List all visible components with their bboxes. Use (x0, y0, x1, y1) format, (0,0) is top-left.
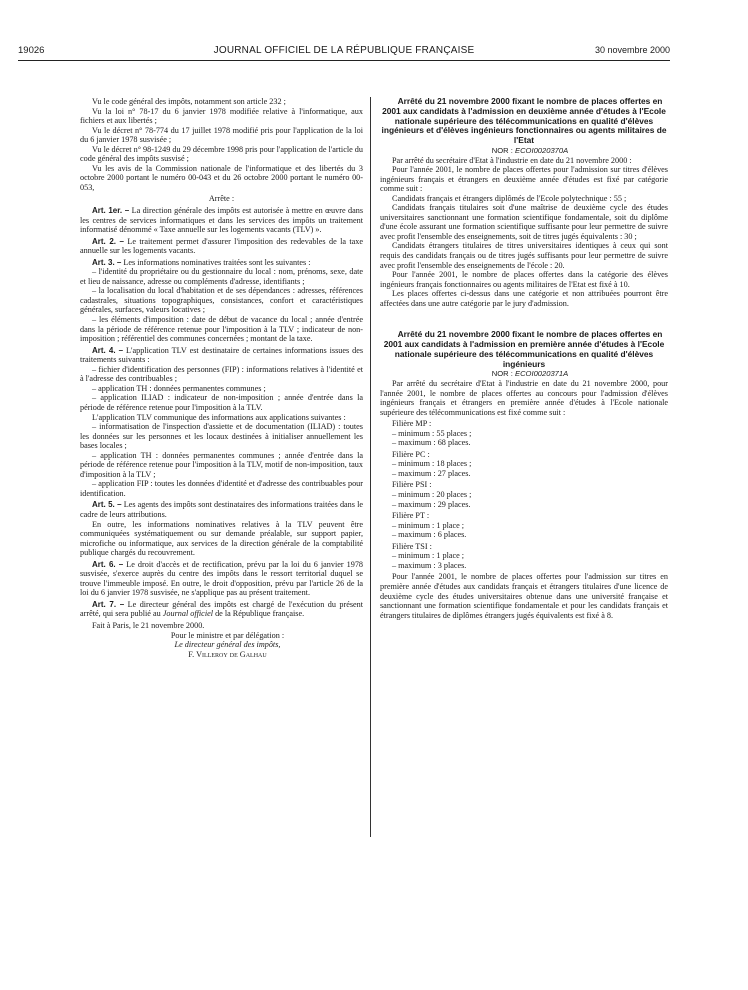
article-text: L'application TLV communique des informations aux applications suivantes : (92, 412, 346, 422)
nor-label: NOR : (491, 145, 515, 155)
article-text: de la République française. (213, 609, 305, 619)
article-text: L'application TLV est destinataire de certaines informations issues des traitements suivants : (80, 345, 364, 365)
list-item: – fichier d'identification des personnes (FIP) : informations relatives à l'identité et à l'adresse des contribuables ; (80, 364, 363, 384)
article-5 (80, 500, 363, 519)
filiere-min: – minimum : 20 places ; (392, 490, 472, 500)
filiere-max: – maximum : 27 places. (392, 468, 471, 478)
signature-title-text: Le directeur général des impôts, (174, 640, 281, 650)
article-label: Art. 4. – (92, 345, 124, 355)
vu-clause: Vu le code général des impôts, notamment son article 232 ; (92, 97, 286, 106)
header-rule (18, 60, 670, 61)
paragraph: Par arrêté du secrétaire d'Etat à l'industrie en date du 21 novembre 2000, pour l'année 2001, le nombre de places offertes au concours pour l'admission d'élèves ingénieurs français et étrangers en première année d'études à l'Ecole nationale supérieure des télécommunications est fixé comme suit : (380, 379, 668, 417)
paragraph: Pour l'année 2001, le nombre de places offertes pour l'admission sur titres en première année d'études aux candidats français et étrangers titulaires d'une licence de deuxième cycle des études universitaires obtenue dans une université française et sanctionnant une formation scientifique fondamentale et pour les candidats français et étrangers titulaires de diplômes étrangers jugés équivalents est fixé à 8. (380, 572, 668, 620)
filiere-max: – maximum : 68 places. (392, 438, 471, 448)
column-divider (370, 97, 371, 837)
section-gap (380, 308, 668, 330)
vu-clause: Vu la loi n° 78-17 du 6 janvier 1978 modifiée relative à l'informatique, aux fichiers et aux libertés ; (80, 106, 363, 126)
paragraph: Les places offertes ci-dessus dans une catégorie et non attribuées pourront être affectées dans une autre catégorie par le jury d'admission. (380, 289, 668, 308)
filiere-max: – maximum : 6 places. (392, 530, 467, 540)
paragraph: Candidats français et étrangers diplômés de l'Ecole polytechnique : 55 ; (392, 193, 627, 203)
article-3 (80, 258, 363, 268)
paragraph: Pour l'année 2001, le nombre de places offertes dans la catégorie des élèves ingénieurs français fonctionnaires ou agents militaires de l'Etat est fixé à 10. (380, 270, 668, 289)
arrete-title: Arrêté du 21 novembre 2000 fixant le nombre de places offertes en 2001 aux candidats à l'admission en deuxième année d'études à l'Ecole nationale supérieure des télécommunications en qualité d'élèves ingénieurs et d'élèves ingénieurs fonctionnaires ou agents militaires de l'Etat (381, 96, 667, 146)
page-number: 19026 (18, 45, 45, 56)
page-header (18, 45, 670, 61)
article-1 (80, 206, 363, 235)
article-4 (80, 346, 363, 365)
filiere-max: – maximum : 29 places. (392, 499, 471, 509)
signature-title (80, 640, 363, 650)
journal-name: Journal officiel (162, 609, 214, 619)
list-item: – application FIP : toutes les données d'identité et d'adresse des contribuables pour identification. (80, 479, 363, 498)
list-item: – application TH : données permanentes communes ; (92, 383, 266, 393)
nor-label: NOR : (491, 369, 515, 379)
filiere-min: – minimum : 18 places ; (392, 459, 472, 469)
paragraph: Pour l'année 2001, le nombre de places offertes pour l'admission sur titres d'élèves ingénieurs français et étrangers en deuxième année d'études est fixé par catégorie comme suit : (380, 165, 668, 194)
list-item: – l'identité du propriétaire ou du gestionnaire du local : nom, prénoms, sexe, date et lieu de naissance, adresse ou compléments d'adresse, identifiants ; (80, 267, 363, 286)
nor-code: ECOI0020371A (515, 369, 569, 379)
article-text: La direction générale des impôts est autorisée à mettre en œuvre dans les centres de services informatiques et dans les services des impôts un traitement informatisé dénommé « Taxe annuelle sur les logements vacants (TLV) ». (80, 206, 364, 235)
filiere-name: Filière TSI : (392, 541, 432, 551)
filiere-min: – minimum : 1 place ; (392, 520, 465, 530)
article-text: En outre, les informations nominatives relatives à la TLV peuvent être communiquées systématiquement ou sur demande préalable, sur support papier, microfiche ou informatique, aux services de la direction générale de la comptabilité publique chargés du recouvrement. (80, 519, 363, 558)
nor-reference (380, 369, 668, 379)
filiere-min: – minimum : 55 places ; (392, 428, 472, 438)
journal-title: JOURNAL OFFICIEL DE LA RÉPUBLIQUE FRANÇAISE (213, 45, 475, 56)
article-label: Art. 6. – (92, 559, 124, 569)
left-column (80, 97, 363, 659)
article-label: Art. 3. – (92, 257, 122, 267)
article-text: Le directeur général des impôts est chargé de l'exécution du présent arrêté, qui sera publié au (80, 599, 364, 619)
article-7 (80, 600, 363, 619)
filiere-min: – minimum : 1 place ; (392, 551, 465, 561)
article-6 (80, 560, 363, 598)
article-text: Le traitement permet d'assurer l'imposition des redevables de la taxe annuelle sur les logements vacants. (80, 236, 363, 256)
issue-date: 30 novembre 2000 (594, 45, 670, 55)
signature-name: F. Villeroy de Galhau (188, 649, 267, 659)
list-item: – les éléments d'imposition : date de début de vacance du local ; année d'entrée dans la période de référence retenue pour l'imposition à la TLV ; indicateur de non-imposition ; référentiel des communes concernées ; montant de la taxe. (80, 315, 363, 344)
vu-clause: Vu le décret n° 78-774 du 17 juillet 1978 modifié pris pour l'application de la loi du 6 janvier 1978 susvisée ; (80, 125, 363, 145)
article-label: Art. 1er. – (92, 206, 130, 216)
vu-clause: Vu le décret n° 98-1249 du 29 décembre 1998 pris pour l'application de l'article du code général des impôts susvisé ; (80, 144, 363, 164)
article-2 (80, 237, 363, 256)
paragraph: Candidats français titulaires soit d'une maîtrise de deuxième cycle des études universitaires sanctionnant une formation scientifique fondamentale, soit du diplôme d'une école assurant une formation scientifique suffisante pour leur permettre de suivre avec profit l'ensemble des enseignements, soit de titres jugés équivalents : 30 ; (380, 203, 668, 241)
list-item: – la localisation du local d'habitation et de ses dépendances : adresses, références cadastrales, situations topographiques, consistances, confort et caractéristiques générales, surfaces, valeurs locatives ; (80, 286, 363, 315)
article-label: Art. 2. – (92, 236, 124, 246)
signature-line: Pour le ministre et par délégation : (170, 630, 285, 640)
article-text: Le droit d'accès et de rectification, prévu par la loi du 6 janvier 1978 susvisée, s'exerce auprès du centre des impôts dans le ressort territorial duquel se trouve l'immeuble imposé. En outre, le droit d'opposition, prévu par l'article 26 de la loi du 6 janvier 1978 susvisée, ne s'applique pas au présent traitement. (80, 559, 364, 598)
nor-code: ECOI0020370A (515, 145, 569, 155)
paragraph: Par arrêté du secrétaire d'Etat à l'industrie en date du 21 novembre 2000 : (392, 155, 632, 165)
right-column (380, 97, 668, 620)
article-label: Art. 7. – (92, 599, 125, 609)
list-item: – informatisation de l'inspection d'assiette et de documentation (ILIAD) : toutes les données sur les personnes et les locaux destinées à initialiser annuellement les bases locales ; (80, 422, 363, 451)
article-text: Les informations nominatives traitées sont les suivantes : (123, 257, 311, 267)
nor-reference (380, 146, 668, 156)
article-text: Les agents des impôts sont destinataires des informations traitées dans le cadre de leurs attributions. (80, 500, 364, 519)
list-item: – application ILIAD : indicateur de non-imposition ; année d'entrée dans la période de référence retenue pour l'imposition à la TLV. (80, 393, 363, 412)
filiere-max: – maximum : 3 places. (392, 560, 467, 570)
signature-date: Fait à Paris, le 21 novembre 2000. (92, 620, 205, 630)
paragraph: Candidats étrangers titulaires de titres universitaires identiques à ceux qui sont requis des candidats français ou de titres jugés suffisants pour leur permettre de suivre avec profit l'ensemble des enseignements de l'école : 20. (380, 241, 668, 270)
filiere-name: Filière PT : (392, 511, 430, 521)
filiere-name: Filière PSI : (392, 480, 432, 490)
filiere-name: Filière MP : (392, 419, 432, 429)
arrete-heading: Arrête : (208, 194, 235, 204)
vu-clause: Vu les avis de la Commission nationale de l'informatique et des libertés du 3 octobre 2000 portant le numéro 00-043 et du 26 octobre 2000 portant le numéro 00-053, (80, 163, 363, 192)
list-item: – application TH : données permanentes communes ; année d'entrée dans la période de référence retenue pour l'imposition à la TLV, motif de non-imposition, taux d'imposition à la TLV ; (80, 450, 363, 479)
arrete-title: Arrêté du 21 novembre 2000 fixant le nombre de places offertes en 2001 aux candidats à l'admission en première année d'études à l'Ecole nationale supérieure des télécommunications en qualité d'élèves ingénieurs (383, 329, 665, 369)
article-label: Art. 5. – (92, 500, 122, 510)
filiere-name: Filière PC : (392, 449, 430, 459)
